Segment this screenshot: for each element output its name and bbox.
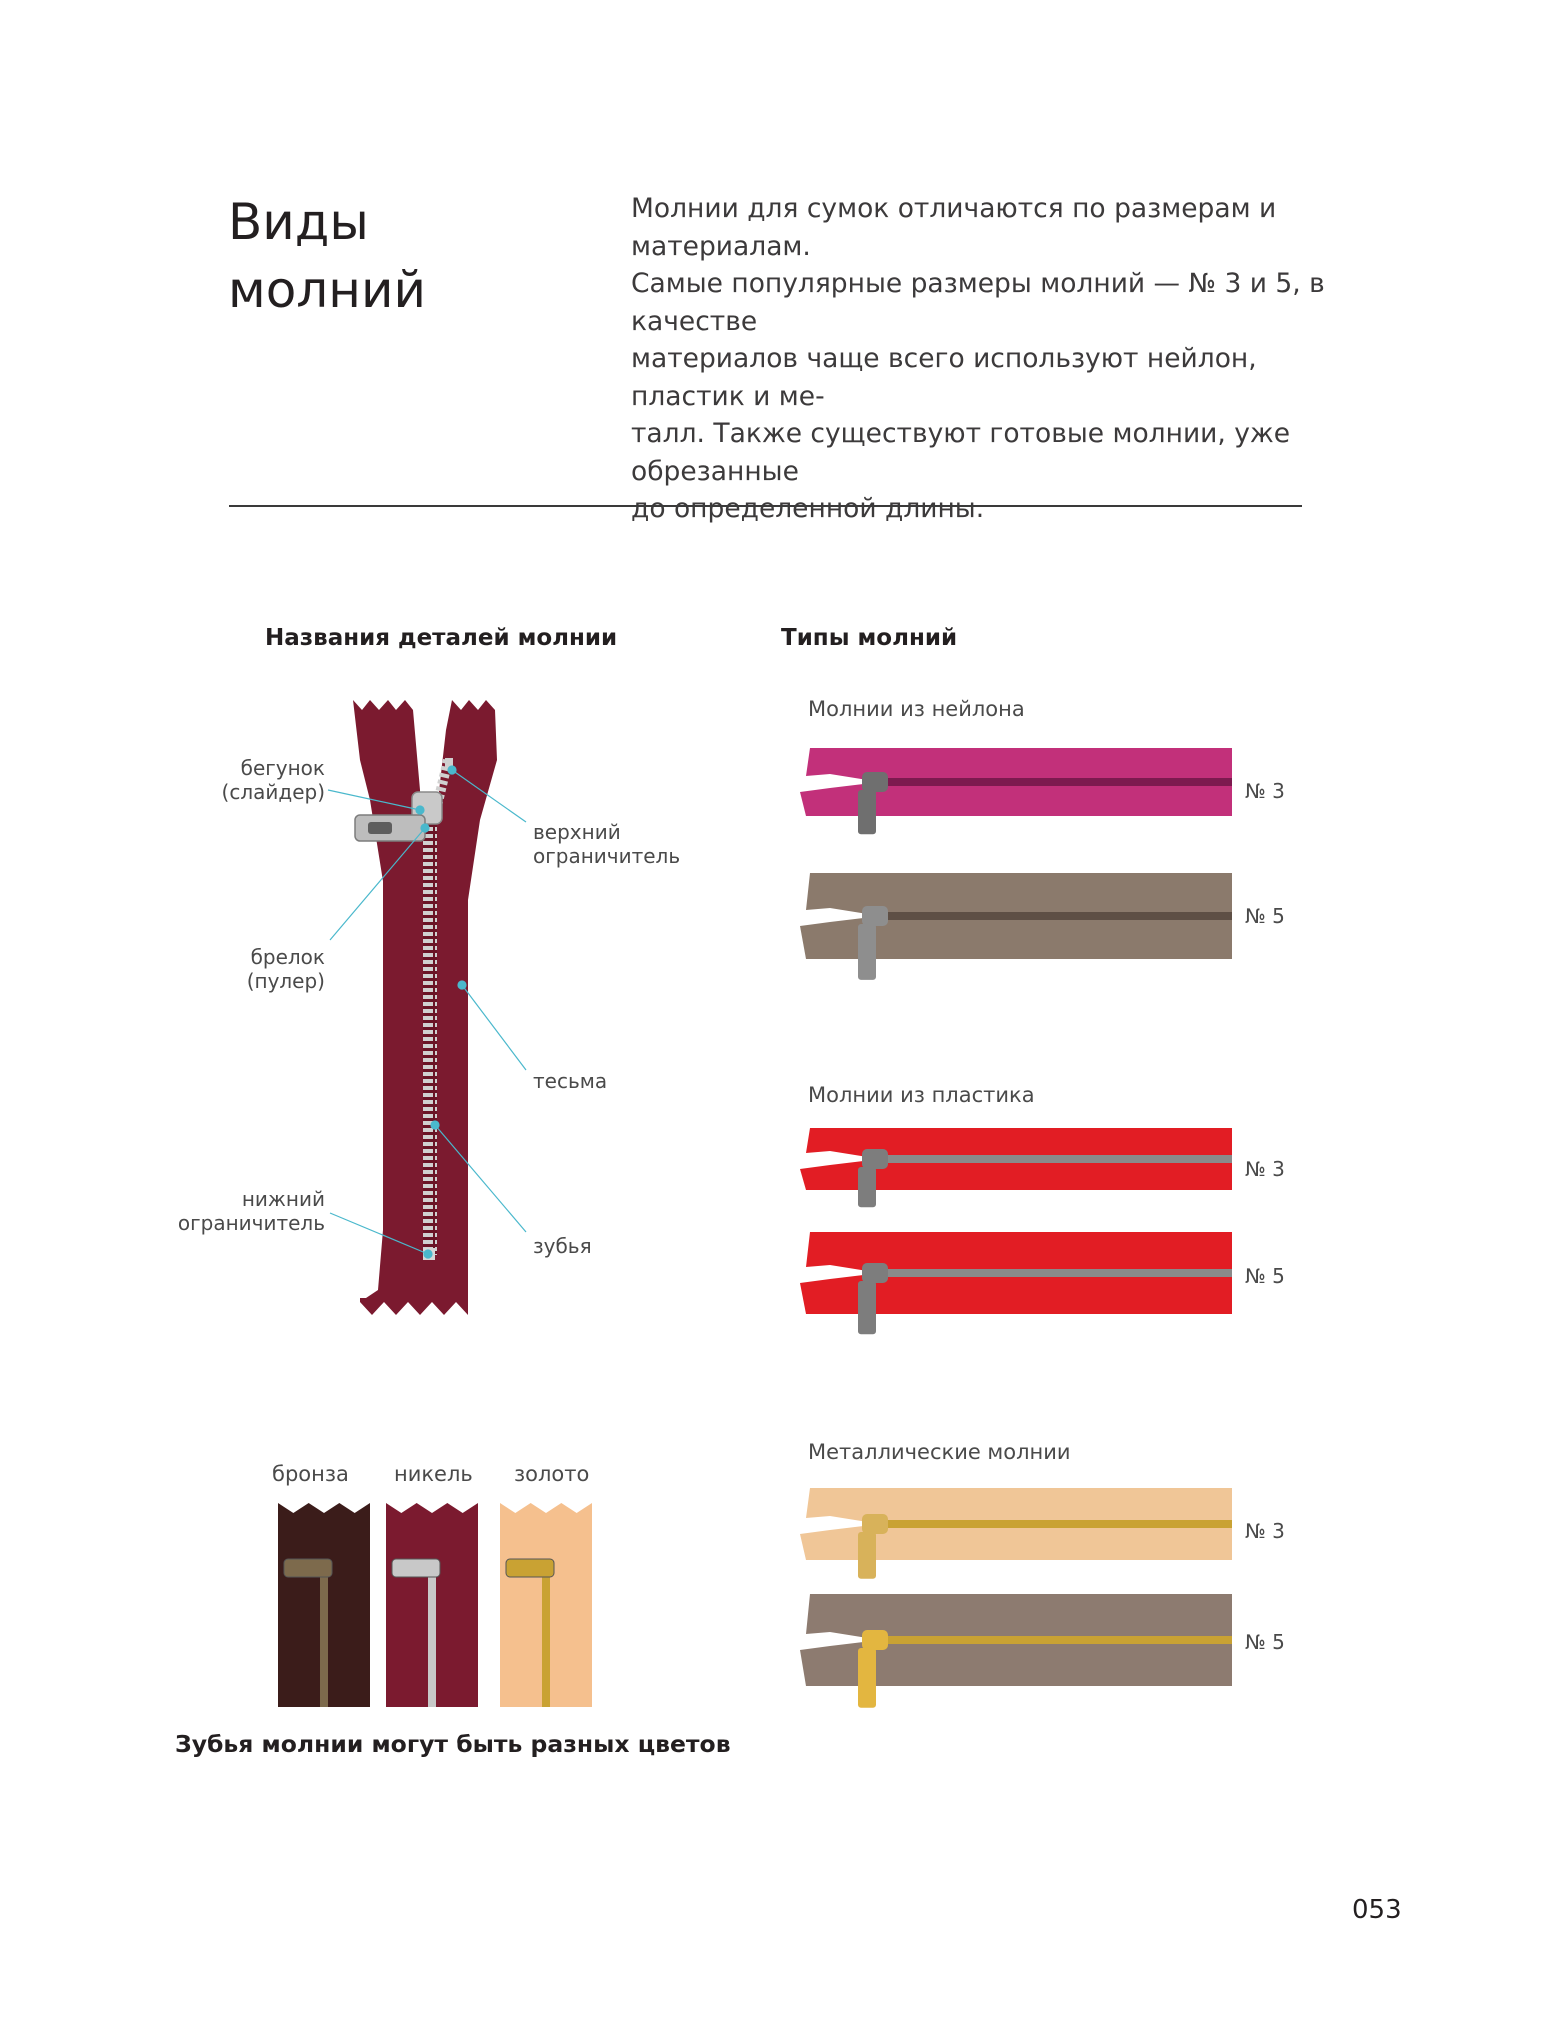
swatch-gold xyxy=(500,1503,592,1707)
size-metal-5: № 5 xyxy=(1245,1630,1285,1654)
parts-heading: Названия деталей молнии xyxy=(265,625,618,651)
size-metal-3: № 3 xyxy=(1245,1519,1285,1543)
label-slider: бегунок (слайдер) xyxy=(221,756,325,804)
swatch-label-nickel: никель xyxy=(394,1462,473,1486)
label-top-stop: верхний ограничитель xyxy=(533,820,681,868)
label-bottom-stop: нижний ограничитель xyxy=(177,1187,325,1235)
page-title: Виды молний xyxy=(228,193,426,319)
swatch-nickel xyxy=(386,1503,478,1707)
size-nylon-5: № 5 xyxy=(1245,904,1285,928)
page-number: 053 xyxy=(1352,1895,1402,1925)
size-nylon-3: № 3 xyxy=(1245,779,1285,803)
group-title-nylon: Молнии из нейлона xyxy=(808,697,1025,721)
size-plastic-5: № 5 xyxy=(1245,1264,1285,1288)
label-tape: тесьма xyxy=(533,1069,608,1093)
label-teeth: зубья xyxy=(533,1234,592,1258)
swatch-label-gold: золото xyxy=(514,1462,590,1486)
types-heading: Типы молний xyxy=(781,625,958,651)
swatches-caption: Зубья молнии могут быть разных цветов xyxy=(175,1730,731,1758)
intro-paragraph: Молнии для сумок отличаются по размерам и материалам. Самые популярные размеры молний — № 3 и 5, в качестве материалов чаще всего используют нейлон, пластик и ме- талл. Также существуют готовые молнии, уже обрезанные до определенной длины. xyxy=(631,193,1325,524)
size-plastic-3: № 3 xyxy=(1245,1157,1285,1181)
swatch-label-bronze: бронза xyxy=(272,1462,349,1486)
group-title-metal: Металлические молнии xyxy=(808,1440,1071,1464)
label-puller: брелок (пулер) xyxy=(246,945,325,993)
group-title-plastic: Молнии из пластика xyxy=(808,1083,1035,1107)
swatch-bronze xyxy=(278,1503,370,1707)
